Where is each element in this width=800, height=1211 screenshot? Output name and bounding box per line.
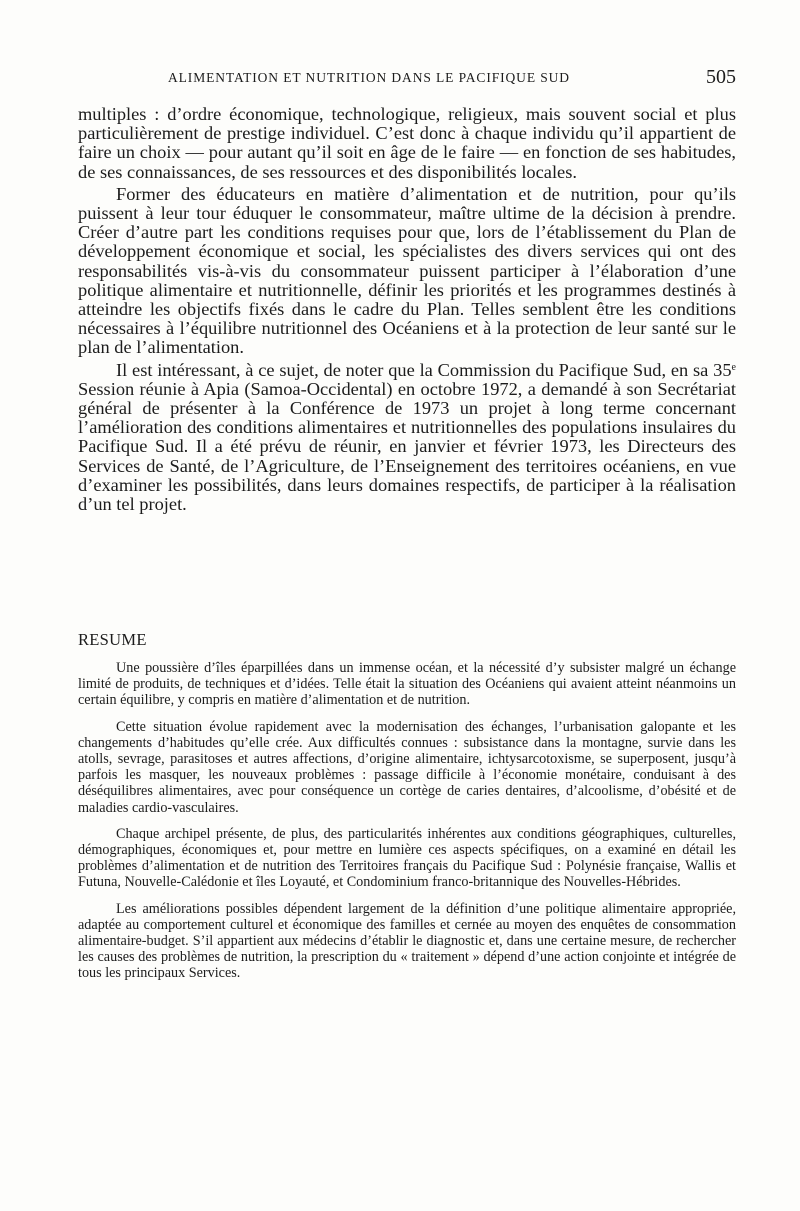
paragraph-text: Session réunie à Apia (Samoa-Occidental) en octobre 1972, a demandé à son Secrétariat général de présenter à la Conférence de 1973 un projet à long terme concernant l’amélioration des conditions alimentaires et nutritionnelles des populations insulaires du Pacifique Sud. Il a été prévu de réunir, en janvier et février 1973, les Directeurs des Services de Santé, de l’Agriculture, de l’Enseignement des territoires océaniens, en vue d’examiner les possibilités, dans leurs domaines respectifs, de participer à la réalisation d’un tel projet. xyxy=(78,378,736,515)
body-paragraph: Former des éducateurs en matière d’alimentation et de nutrition, pour qu’ils puissent à leur tour éduquer le consommateur, maître ultime de la décision à prendre. Créer d’autre part les conditions requises pour que, lors de l’établissement du Plan de développement économique et social, les spécialistes des divers services qui ont des responsabilités vis-à-vis du consommateur puissent participer à l’élaboration d’une politique alimentaire et nutritionnelle, définir les priorités et les programmes destinés à atteindre les objectifs fixés dans le cadre du Plan. Telles semblent être les conditions nécessaires à l’équilibre nutritionnel des Océaniens et à la protection de leur santé sur le plan de l’alimentation. xyxy=(78,183,736,358)
paragraph-text: Il est intéressant, à ce sujet, de noter que la Commission du Pacifique Sud, en sa 35 xyxy=(116,359,732,380)
resume-paragraph: Les améliorations possibles dépendent largement de la définition d’une politique alimentaire appropriée, adaptée au comportement culturel et économique des familles et cernée au moyen des enquêtes de consommation alimentaire-budget. S’il appartient aux médecins d’établir le diagnostic et, dans une certaine mesure, de rechercher les causes des problèmes de nutrition, la prescription du « traitement » dépend d’une action conjointe et intégrée de tous les principaux Services. xyxy=(78,900,736,982)
resume-paragraph: Une poussière d’îles éparpillées dans un immense océan, et la nécessité d’y subsister malgré un échange limité de produits, de techniques et d’idées. Telle était la situation des Océaniens qui avaient atteint néanmoins un certain équilibre, y compris en matière d’alimentation et de nutrition. xyxy=(78,660,736,709)
body-paragraph xyxy=(78,361,736,515)
body-text xyxy=(78,105,736,514)
ordinal-superscript: e xyxy=(731,361,736,373)
resume-paragraph: Cette situation évolue rapidement avec la modernisation des échanges, l’urbanisation galopante et les changements d’habitudes qu’elle crée. Aux difficultés connues : subsistance dans la montagne, survie dans les atolls, sevrage, parasitoses et autres affections, d’origine alimentaire, ichtysarcotoxisme, se superposent, jusqu’à parfois les masquer, les nouveaux problèmes : passage difficile à l’économie monétaire, conduisant à des déséquilibres alimentaires, avec pour conséquence un cortège de caries dentaires, d’alcoolisme, d’obésité et de maladies cardio-vasculaires. xyxy=(78,718,736,816)
resume-paragraph: Chaque archipel présente, de plus, des particularités inhérentes aux conditions géographiques, culturelles, démographiques, économiques et, pour mettre en lumière ces aspects spécifiques, on a examiné en détail les problèmes d’alimentation et de nutrition des Territoires français du Pacifique Sud : Polynésie française, Wallis et Futuna, Nouvelle-Calédonie et îles Loyauté, et Condominium franco-britannique des Nouvelles-Hébrides. xyxy=(78,825,736,891)
running-title: ALIMENTATION ET NUTRITION DANS LE PACIFIQUE SUD xyxy=(168,70,570,85)
resume-text xyxy=(78,660,736,982)
page-number: 505 xyxy=(706,66,736,88)
resume-heading: RESUME xyxy=(78,630,147,649)
body-paragraph: multiples : d’ordre économique, technologique, religieux, mais souvent social et plus particulièrement de prestige individuel. C’est donc à chaque individu qu’il appartient de faire un choix — pour autant qu’il soit en âge de le faire — en fonction de ses habitudes, de ses connaissances, de ses ressources et des disponibilités locales. xyxy=(78,104,736,182)
